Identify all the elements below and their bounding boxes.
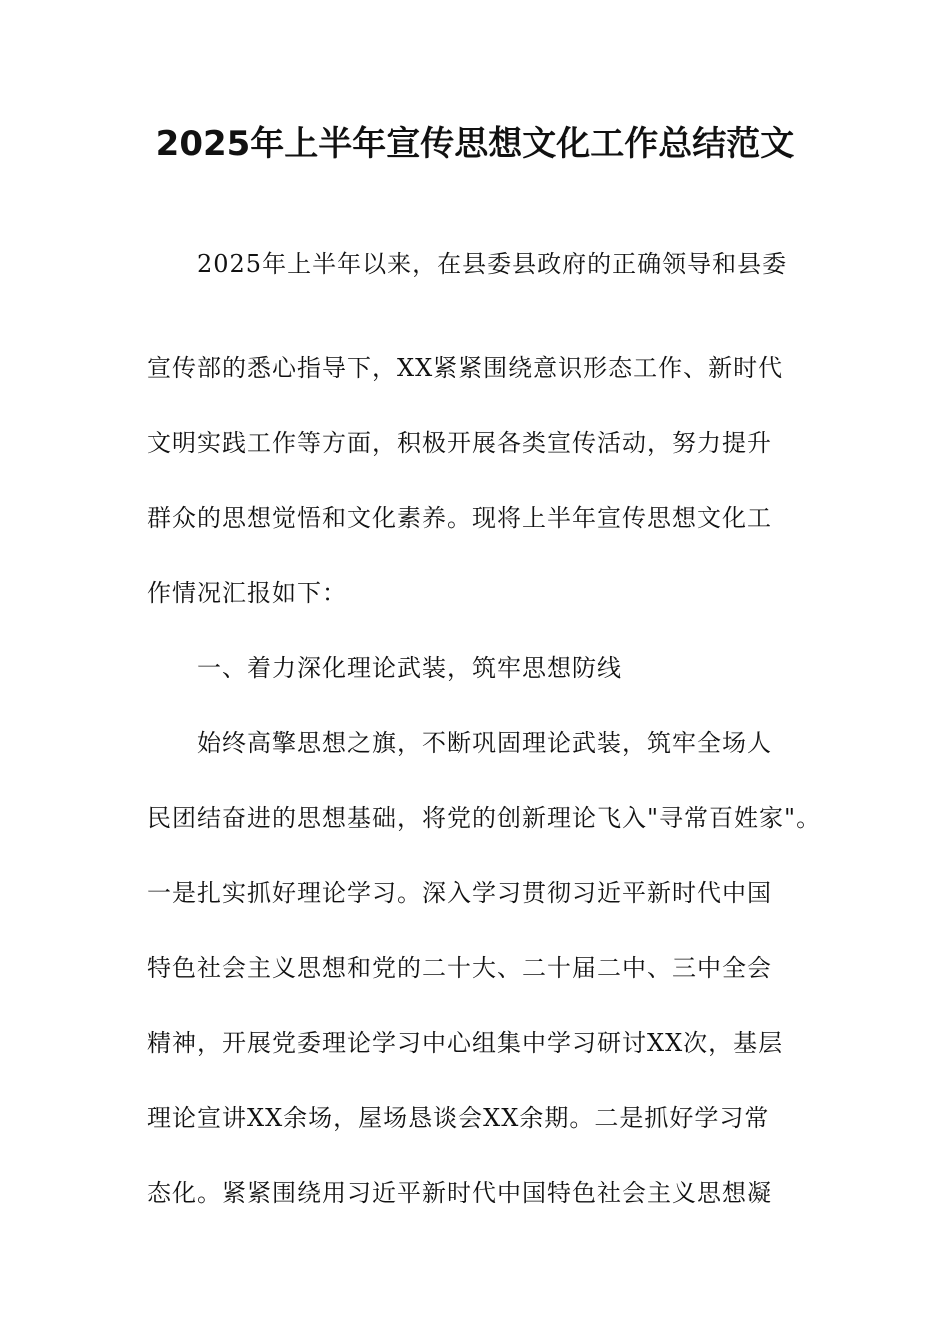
paragraph-line: 始终高擎思想之旗，不断巩固理论武装，筑牢全场人	[197, 729, 772, 757]
paragraph-line: 宣传部的悉心指导下，XX紧紧围绕意识形态工作、新时代	[147, 354, 784, 382]
paragraph-line: 作情况汇报如下：	[147, 579, 347, 607]
section-heading: 一、着力深化理论武装，筑牢思想防线	[197, 654, 622, 682]
paragraph-line: 理论宣讲XX余场，屋场恳谈会XX余期。二是抓好学习常	[147, 1104, 770, 1132]
paragraph-line: 特色社会主义思想和党的二十大、二十届二中、三中全会	[147, 954, 772, 982]
paragraph-line: 态化。紧紧围绕用习近平新时代中国特色社会主义思想凝	[147, 1179, 772, 1207]
paragraph-line: 精神，开展党委理论学习中心组集中学习研讨XX次，基层	[147, 1029, 784, 1057]
paragraph-line: 文明实践工作等方面，积极开展各类宣传活动，努力提升	[147, 429, 772, 457]
paragraph-line: 民团结奋进的思想基础，将党的创新理论飞入"寻常百姓家"。	[147, 804, 822, 832]
paragraph-line: 2025年上半年以来，在县委县政府的正确领导和县委	[197, 250, 788, 278]
paragraph-line: 群众的思想觉悟和文化素养。现将上半年宣传思想文化工	[147, 504, 772, 532]
document-title: 2025年上半年宣传思想文化工作总结范文	[155, 124, 795, 164]
paragraph-line: 一是扎实抓好理论学习。深入学习贯彻习近平新时代中国	[147, 879, 772, 907]
